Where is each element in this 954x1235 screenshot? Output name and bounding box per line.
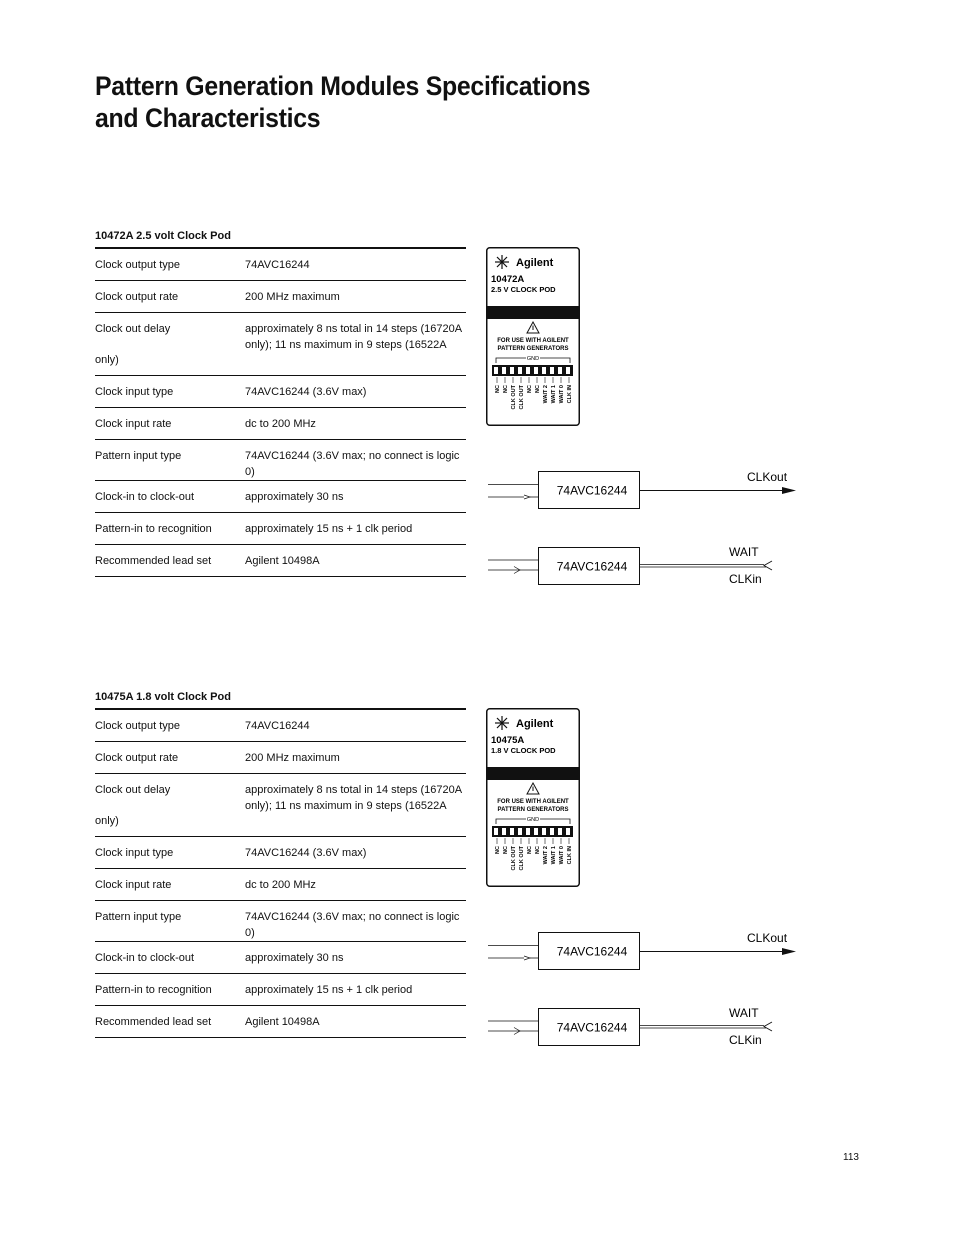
row-label: Clock input type [95, 847, 174, 859]
table-row [95, 942, 466, 974]
table-row [95, 774, 466, 837]
pod-pin-slot [550, 828, 554, 835]
row-label: Pattern-in to recognition [95, 523, 212, 535]
pod-pin-slot [502, 367, 506, 374]
pod-pin-label: NC [495, 846, 501, 854]
chip-label-top: 74AVC16244 [556, 483, 628, 498]
row-label: Pattern-in to recognition [95, 984, 212, 996]
pod-pin-label: WAIT 0 [559, 846, 565, 865]
pod-pin-slot [518, 828, 522, 835]
page-title-line2: and Characteristics [95, 103, 321, 133]
page-title-line1: Pattern Generation Modules Specifications [95, 71, 591, 101]
clock-pod-label [486, 247, 580, 426]
row-label: Clock input rate [95, 418, 172, 430]
clock-io-diagram [486, 916, 816, 1046]
row-value: 74AVC16244 (3.6V max; no connect is logic 0) [245, 911, 460, 939]
section-title: 10472A 2.5 volt Clock Pod [95, 230, 231, 242]
pod-notice-line2: PATTERN GENERATORS [497, 807, 569, 813]
row-value: 200 MHz maximum [245, 752, 340, 764]
pod-pin-slot [518, 367, 522, 374]
table-row [95, 545, 466, 577]
pod-pin-label: NC [527, 385, 533, 393]
pod-pin-label: NC [503, 846, 509, 854]
pod-pin-label: NC [527, 846, 533, 854]
row-value: dc to 200 MHz [245, 418, 316, 430]
pod-pin-label: WAIT 1 [551, 846, 557, 865]
row-value: 74AVC16244 (3.6V max; no connect is logic 0) [245, 450, 460, 478]
row-value: 74AVC16244 (3.6V max) [245, 847, 367, 859]
pod-pin-label: CLK OUT [519, 846, 525, 871]
clkin-label: CLKin [729, 1033, 762, 1046]
row-label: Clock-in to clock-out [95, 491, 195, 503]
pod-desc: 1.8 V CLOCK POD [491, 746, 556, 755]
row-label: Clock input type [95, 386, 174, 398]
row-label-line1: Clock out delay [95, 784, 171, 796]
wait-label: WAIT [729, 545, 759, 559]
row-label: Clock-in to clock-out [95, 952, 195, 964]
clkout-arrow-icon [782, 948, 796, 955]
table-row [95, 440, 466, 481]
clkin-arrow-icon [764, 1022, 772, 1031]
pod-pin-slot [526, 367, 530, 374]
row-label-line2: only) [95, 354, 119, 366]
pod-pin-label: CLK OUT [519, 385, 525, 410]
clock-io-diagram [486, 455, 816, 585]
row-label-line2: only) [95, 815, 119, 827]
row-label: Recommended lead set [95, 555, 212, 567]
pod-pin-label: WAIT 1 [551, 385, 557, 404]
pod-pin-label: WAIT 2 [543, 385, 549, 404]
table-row [95, 376, 466, 408]
clkin-label: CLKin [729, 572, 762, 585]
row-label: Clock output type [95, 259, 180, 271]
agilent-logo-icon [495, 716, 509, 730]
agilent-logo-icon [495, 255, 509, 269]
table-row [95, 481, 466, 513]
pod-pin-slot [534, 367, 538, 374]
page-title [95, 70, 665, 134]
pod-notice-line1: FOR USE WITH AGILENT [497, 338, 569, 344]
row-label [95, 774, 237, 837]
pod-pin-label: NC [495, 385, 501, 393]
section-title: 10475A 1.8 volt Clock Pod [95, 691, 231, 703]
table-row [95, 709, 466, 742]
table-row [95, 281, 466, 313]
chip-label-bottom: 74AVC16244 [556, 1020, 628, 1035]
pod-pin-slot [558, 828, 562, 835]
pod-notice-line1: FOR USE WITH AGILENT [497, 799, 569, 805]
row-value: approximately 8 ns total in 14 steps (16720A only); 11 ns maximum in 9 steps (16522A [245, 784, 462, 812]
row-label: Clock output type [95, 720, 180, 732]
clkin-arrow-icon [764, 561, 772, 570]
spec-section-10472a [0, 230, 954, 650]
pod-notice-line2: PATTERN GENERATORS [497, 346, 569, 352]
row-value: approximately 15 ns + 1 clk period [245, 984, 413, 996]
row-value: 200 MHz maximum [245, 291, 340, 303]
row-value: approximately 15 ns + 1 clk period [245, 523, 413, 535]
pod-gnd-label: GND [526, 817, 540, 823]
page-number: 113 [843, 1152, 859, 1163]
pod-pin-slot [494, 828, 498, 835]
pod-pin-label: CLK OUT [511, 385, 517, 410]
pod-pin-slot [510, 828, 514, 835]
pod-brand: Agilent [516, 257, 554, 269]
row-value: Agilent 10498A [245, 555, 320, 567]
row-value: 74AVC16244 (3.6V max) [245, 386, 367, 398]
pod-pin-slot [558, 367, 562, 374]
pod-desc: 2.5 V CLOCK POD [491, 285, 556, 294]
row-label: Clock output rate [95, 291, 179, 303]
pod-pin-label: NC [503, 385, 509, 393]
pod-pin-label: CLK OUT [511, 846, 517, 871]
table-row [95, 837, 466, 869]
pod-pin-slot [502, 828, 506, 835]
row-label: Pattern input type [95, 450, 182, 462]
row-label: Pattern input type [95, 911, 182, 923]
pod-pin-slot [542, 828, 546, 835]
table-row [95, 742, 466, 774]
pod-gnd-label: GND [526, 356, 540, 362]
table-row [95, 1006, 466, 1038]
chip-label-top: 74AVC16244 [556, 944, 628, 959]
pod-pin-label: NC [535, 385, 541, 393]
row-label: Recommended lead set [95, 1016, 212, 1028]
row-label [95, 313, 237, 376]
clkout-label: CLKout [747, 470, 788, 484]
pod-pin-label: WAIT 2 [543, 846, 549, 865]
pod-pin-slot [494, 367, 498, 374]
pod-pin-slot [542, 367, 546, 374]
chip-label-bottom: 74AVC16244 [556, 559, 628, 574]
pod-pin-label: CLK IN [567, 385, 573, 404]
spec-table [95, 708, 466, 1038]
row-value: approximately 30 ns [245, 491, 344, 503]
clkout-arrow-icon [782, 487, 796, 494]
row-value: approximately 8 ns total in 14 steps (16720A only); 11 ns maximum in 9 steps (16522A [245, 323, 462, 351]
pod-pin-slot [566, 367, 570, 374]
clkout-label: CLKout [747, 931, 788, 945]
table-row [95, 869, 466, 901]
pod-pin-label: WAIT 0 [559, 385, 565, 404]
pod-pin-label: NC [535, 846, 541, 854]
pod-model: 10472A [491, 274, 525, 285]
row-label: Clock input rate [95, 879, 172, 891]
table-row [95, 901, 466, 942]
wait-label: WAIT [729, 1006, 759, 1020]
spec-section-10475a [0, 691, 954, 1111]
pod-pin-label: CLK IN [567, 846, 573, 865]
table-row [95, 248, 466, 281]
row-value: approximately 30 ns [245, 952, 344, 964]
row-value: 74AVC16244 [245, 720, 310, 732]
pod-pin-slot [526, 828, 530, 835]
pod-pin-slot [566, 828, 570, 835]
pod-pin-slot [510, 367, 514, 374]
table-row [95, 313, 466, 376]
pod-pin-slot [550, 367, 554, 374]
table-row [95, 408, 466, 440]
clock-pod-label [486, 708, 580, 887]
table-row [95, 974, 466, 1006]
pod-pin-slot [534, 828, 538, 835]
table-row [95, 513, 466, 545]
row-label-line1: Clock out delay [95, 323, 171, 335]
pod-brand: Agilent [516, 718, 554, 730]
row-value: Agilent 10498A [245, 1016, 320, 1028]
row-value: 74AVC16244 [245, 259, 310, 271]
row-value: dc to 200 MHz [245, 879, 316, 891]
pod-model: 10475A [491, 735, 525, 746]
spec-table [95, 247, 466, 577]
row-label: Clock output rate [95, 752, 179, 764]
